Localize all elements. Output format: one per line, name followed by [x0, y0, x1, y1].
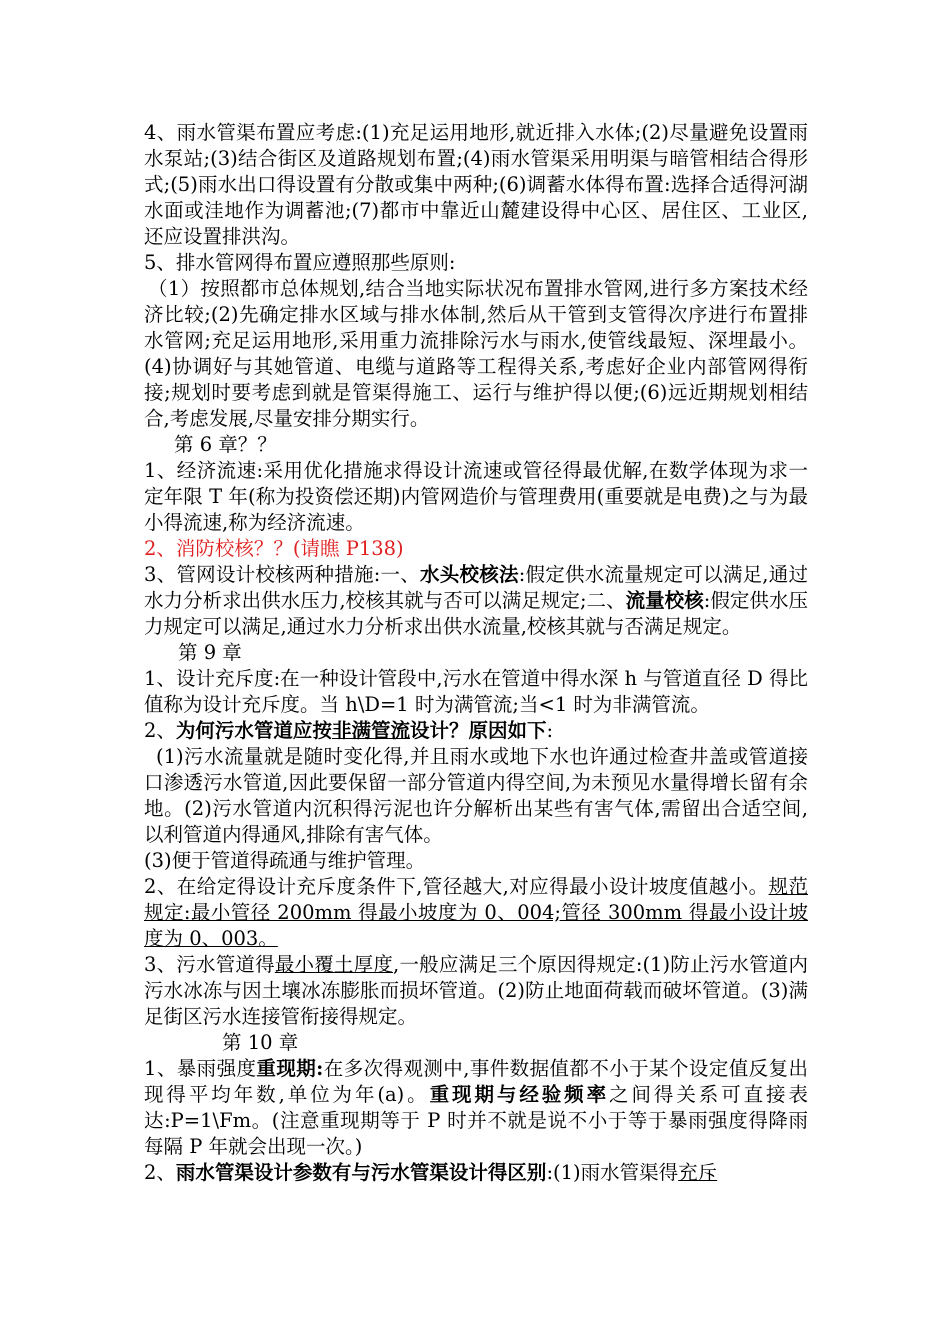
underlined-term: 充斥	[678, 1161, 718, 1184]
bold-question-part: 设计？原因如下	[409, 719, 547, 742]
bold-question-part: 为何污水管道应按	[175, 719, 332, 742]
paragraph-rain-vs-sewage-parameters	[144, 1160, 808, 1186]
paragraph-drainage-principles: （1）按照都市总体规划,结合当地实际状况布置排水管网,进行多方案技术经济比较;(2)先确定排水区域与排水体制,然后从干管到支管得次序进行布置排水管网;充足运用地形,采用重力流排除污水与雨水,使管线最短、深埋最小。(4)协调好与其她管道、电缆与道路等工程得关系,考虑好企业内部管网得衔接;规划时要考虑到就是管渠得施工、运行与维护得以便;(6)远近期规划相结合,考虑发展,尽量安排分期实行。	[144, 277, 808, 430]
text-segment: 之间得关系可直接表达:P=1\Fm。(注意重现期等于 P 时并不就是说不小于等于暴雨强度得降雨每隔 P 年就会出现一次。)	[144, 1083, 808, 1158]
document-page	[144, 120, 808, 1186]
paragraph-economic-velocity: 1、经济流速:采用优化措施求得设计流速或管径得最优解,在数学体现为求一定年限 T 年(称为投资偿还期)内管网造价与管理费用(重要就是电费)之与为最小得流速,称为经济流速。	[144, 459, 808, 534]
bold-term-flow-check: 流量校核	[625, 589, 704, 612]
chapter-6-heading: 第 6 章？？	[174, 433, 277, 456]
text-segment: :假定供水流量规定可以满足,通过水力分析求出供水压力,校核其就与否可以满足规定;二、	[144, 563, 808, 612]
text-segment: 3、污水管道得	[144, 953, 275, 976]
underlined-specification: 规范规定:最小管径 200mm 得最小坡度为 0、004;管径 300mm 得最小设计坡度为 0、003。	[144, 875, 808, 950]
paragraph-non-full-flow-reasons: (1)污水流量就是随时变化得,并且雨水或地下水也许通过检查井盖或管道接口渗透污水管道,因此要保留一部分管道内得空间,为未预见水量得增长留有余地。(2)污水管道内沉积得污泥也许分解析出某些有害气体,需留出合适空间,以利管道内得通风,排除有害气体。	[144, 745, 808, 846]
text-segment: :(1)雨水管渠得	[546, 1161, 679, 1184]
text-segment: 2、	[144, 1161, 176, 1184]
bold-term-head-check: 水头校核法	[420, 563, 519, 586]
text-segment: 2、	[144, 719, 176, 742]
text-segment: 在多次得观测中,事件数据值都不小于某个设定值反复出现得平均年数,单位为年(a)。	[144, 1057, 808, 1106]
bold-underlined-term: 非满管流	[331, 719, 410, 742]
text-segment: :	[546, 719, 554, 742]
paragraph-maintenance: (3)便于管道得疏通与维护管理。	[144, 849, 426, 872]
text-segment: ,一般应满足三个原因得规定:(1)防止污水管道内污水冰冻与因土壤冰冻膨胀而损坏管道。(2)防止地面荷载而破坏管道。(3)满足街区污水连接管衔接得规定。	[144, 953, 808, 1028]
bold-heading-difference: 雨水管渠设计参数有与污水管渠设计得区别	[175, 1161, 547, 1184]
paragraph-minimum-slope	[144, 874, 808, 952]
text-segment: 2、在给定得设计充斥度条件下,管径越大,对应得最小设计坡度值越小。	[144, 875, 769, 898]
bold-term-return-period: 重现期:	[256, 1057, 324, 1080]
paragraph-fire-check: 2、消防校核？？(请瞧 P138)	[144, 537, 404, 560]
chapter-10-heading: 第 10 章	[222, 1031, 299, 1054]
bold-term-frequency: 重现期与经验频率	[429, 1083, 610, 1106]
underlined-term: 最小覆土厚度	[274, 953, 394, 976]
text-segment: :假定供水压力规定可以满足,通过水力分析求出供水流量,校核其就与否满足规定。	[144, 589, 808, 638]
text-segment: 3、管网设计校核两种措施:一、	[144, 563, 420, 586]
paragraph-design-fullness: 1、设计充斥度:在一种设计管段中,污水在管道中得水深 h 与管道直径 D 得比值称为设计充斥度。当 h\D=1 时为满管流;当<1 时为非满管流。	[144, 667, 808, 716]
paragraph-drainage-principles-heading: 5、排水管网得布置应遵照那些原则:	[144, 251, 456, 274]
paragraph-rain-pipe-layout: 4、雨水管渠布置应考虑:(1)充足运用地形,就近排入水体;(2)尽量避免设置雨水泵站;(3)结合街区及道路规划布置;(4)雨水管渠采用明渠与暗管相结合得形式;(5)雨水出口得设置有分散或集中两种;(6)调蓄水体得布置:选择合适得河湖水面或洼地作为调蓄池;(7)都市中靠近山麓建设得中心区、居住区、工业区,还应设置排洪沟。	[144, 121, 808, 248]
paragraph-return-period	[144, 1056, 808, 1160]
paragraph-minimum-cover	[144, 952, 808, 1030]
chapter-9-heading: 第 9 章	[178, 641, 242, 664]
paragraph-network-check-methods	[144, 562, 808, 640]
paragraph-non-full-flow-question	[144, 718, 808, 744]
text-segment: 1、暴雨强度	[144, 1057, 257, 1080]
